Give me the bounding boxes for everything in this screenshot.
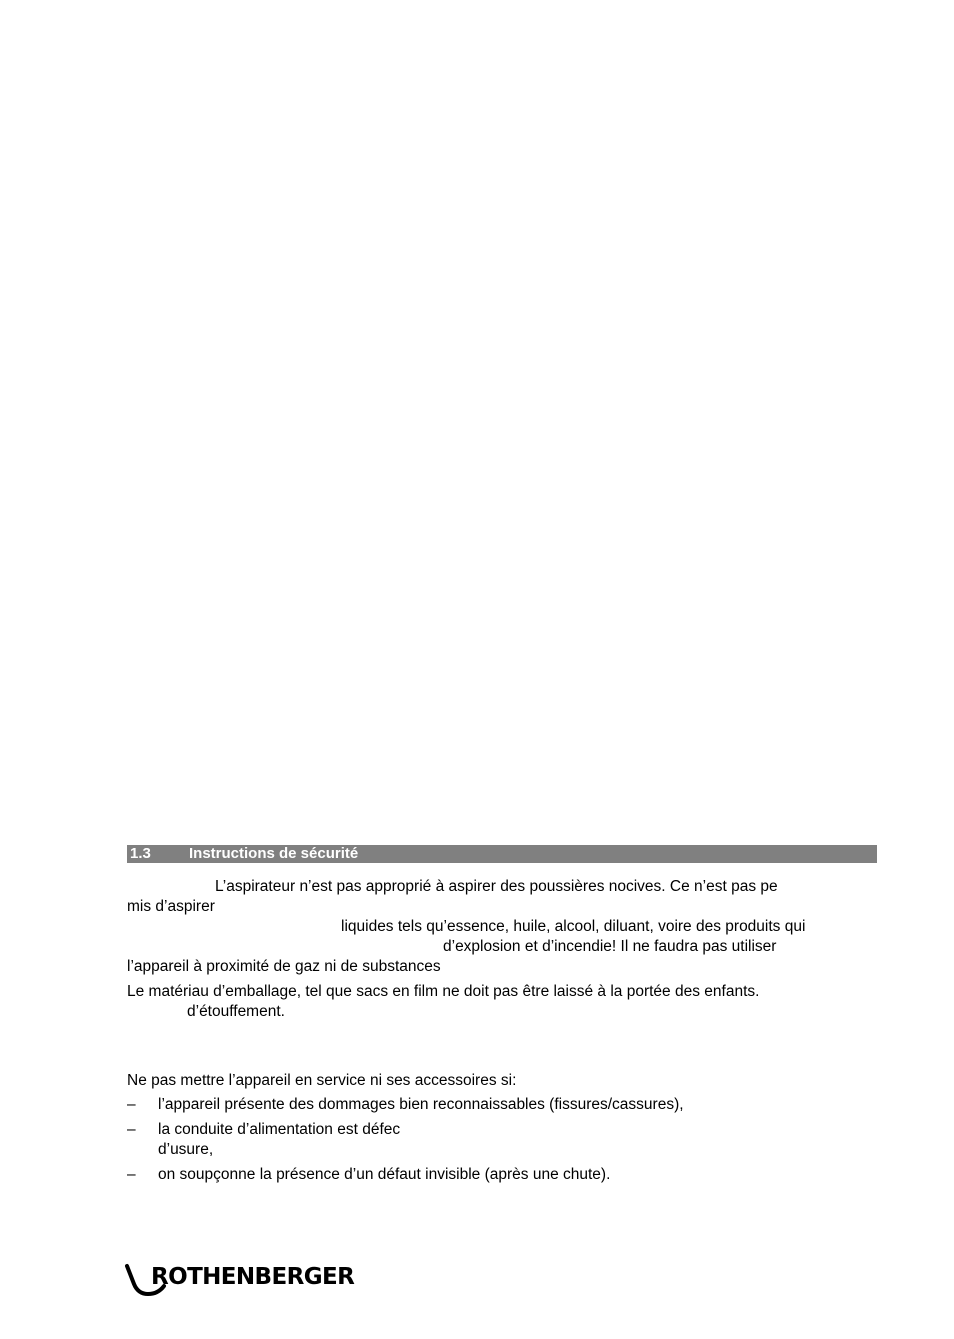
section-number: 1.3 bbox=[130, 845, 151, 862]
text-line: L’aspirateur n’est pas approprié à aspirer des poussières nocives. Ce n’est pas pe bbox=[215, 878, 778, 895]
list-dash: – bbox=[127, 1166, 136, 1183]
list-item-text: d’usure, bbox=[158, 1141, 214, 1158]
text-line: l’appareil à proximité de gaz ni de substances bbox=[127, 958, 441, 975]
section-heading bbox=[127, 845, 877, 863]
text-line: d’étouffement. bbox=[187, 1003, 285, 1020]
list-intro: Ne pas mettre l’appareil en service ni ses accessoires si: bbox=[127, 1072, 517, 1089]
text-line: Le matériau d’emballage, tel que sacs en film ne doit pas être laissé à la portée des enfants. bbox=[127, 983, 760, 1000]
list-item-text: on soupçonne la présence d’un défaut invisible (après une chute). bbox=[158, 1166, 611, 1183]
list-dash: – bbox=[127, 1096, 136, 1113]
text-line: mis d’aspirer bbox=[127, 898, 215, 915]
list-dash: – bbox=[127, 1121, 136, 1138]
text-line: d’explosion et d’incendie! Il ne faudra pas utiliser bbox=[443, 938, 777, 955]
brand-wordmark: ROTHENBERGER bbox=[151, 1264, 355, 1290]
rothenberger-logo bbox=[124, 1262, 364, 1300]
list-item-text: l’appareil présente des dommages bien reconnaissables (fissures/cassures), bbox=[158, 1096, 684, 1113]
list-item-text: la conduite d’alimentation est défec bbox=[158, 1121, 401, 1138]
text-line: liquides tels qu’essence, huile, alcool, diluant, voire des produits qui bbox=[341, 918, 806, 935]
section-title: Instructions de sécurité bbox=[189, 845, 359, 862]
